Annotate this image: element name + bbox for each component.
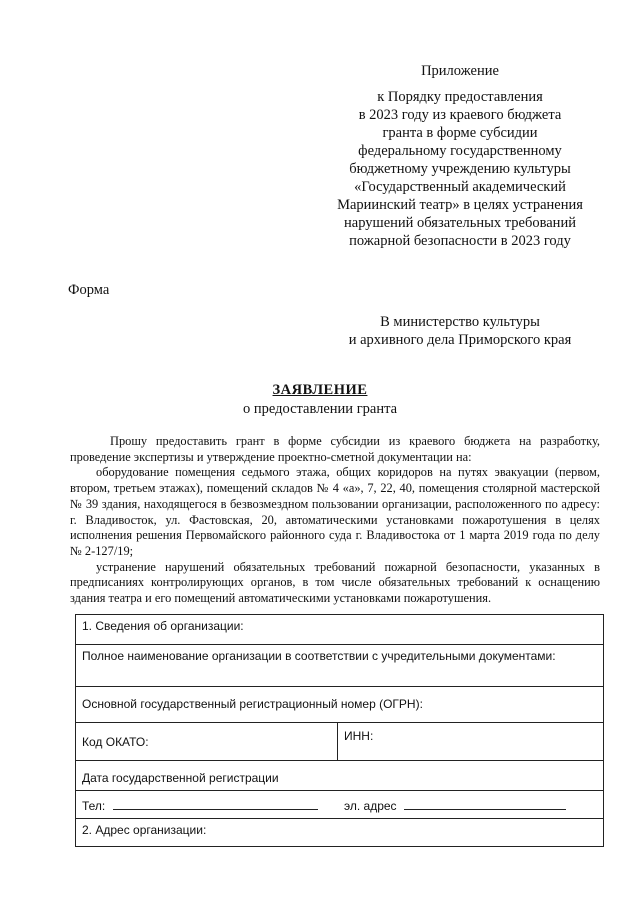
body-paragraph: оборудование помещения седьмого этажа, общих коридоров на путях эвакуации (первом, втором, третьем этажах), помещений складов № 4 «а», 7, 22, 40, помещения столярной мастерской № 39 здания, находящегося в безвозмездном пользовании организации, расположенного по адресу: г. Владивосток, ул. Фастовская, 20, автоматическими установками пожаротушения в целях исполнения решения Первомайского районного суда г. Владивостока от 1 марта 2019 года по делу № 2-127/19; [70,465,600,558]
phone-cell[interactable] [76,791,338,818]
statement-title: ЗАЯВЛЕНИЕ [272,382,368,398]
appendix-title: Приложение [421,63,499,79]
full-name-row[interactable] [76,644,603,686]
statement-body [70,434,600,607]
appendix-block [300,62,620,250]
addressee-line: и архивного дела Приморского края [348,332,572,348]
full-name-label: Полное наименование организации в соответствии с учредительными документами: [82,649,556,663]
reg-date-label: Дата государственной регистрации [82,771,279,785]
inn-cell[interactable] [338,723,379,760]
ogrn-row[interactable] [76,686,603,722]
form-label: Форма [68,282,110,298]
appendix-line: в 2023 году из краевого бюджета [358,107,562,123]
appendix-line: федеральному государственному [358,143,562,159]
statement-heading [0,382,640,418]
org-info-row [76,615,603,644]
appendix-line: «Государственный академический [354,179,566,195]
address-row[interactable] [76,818,603,846]
phone-field-line[interactable] [113,798,318,810]
body-paragraph: Прошу предоставить грант в форме субсидии из краевого бюджета на разработку, проведение экспертизы и утверждение проектно-сметной документации на: [70,434,600,464]
organization-form-table [75,614,604,847]
address-label: 2. Адрес организации: [82,823,207,837]
reg-date-row[interactable] [76,760,603,790]
statement-subtitle: о предоставлении гранта [242,401,398,417]
org-info-label: 1. Сведения об организации: [82,619,244,633]
email-field-line[interactable] [404,798,566,810]
contacts-row [76,790,603,818]
appendix-line: Мариинский театр» в целях устранения [337,197,583,213]
okato-label: Код ОКАТО: [82,735,149,749]
body-paragraph: устранение нарушений обязательных требований пожарной безопасности, указанных в предписаниях контролирующих органов, в том числе обязательных требований к оснащению здания театра и его помещений автоматическими установками пожаротушения. [70,559,600,606]
okato-cell[interactable] [76,723,338,760]
addressee-block [300,313,620,349]
appendix-line: к Порядку предоставления [377,89,543,105]
okato-inn-row [76,722,603,760]
appendix-line: бюджетному учреждению культуры [349,161,571,177]
appendix-line: гранта в форме субсидии [382,125,538,141]
appendix-line: пожарной безопасности в 2023 году [349,233,571,249]
appendix-line: нарушений обязательных требований [344,215,576,231]
addressee-line: В министерство культуры [380,314,540,330]
email-cell[interactable] [338,791,572,818]
inn-label: ИНН: [344,729,374,743]
phone-label: Тел: [82,799,106,813]
ogrn-label: Основной государственный регистрационный номер (ОГРН): [82,697,423,711]
email-label: эл. адрес [344,799,397,813]
